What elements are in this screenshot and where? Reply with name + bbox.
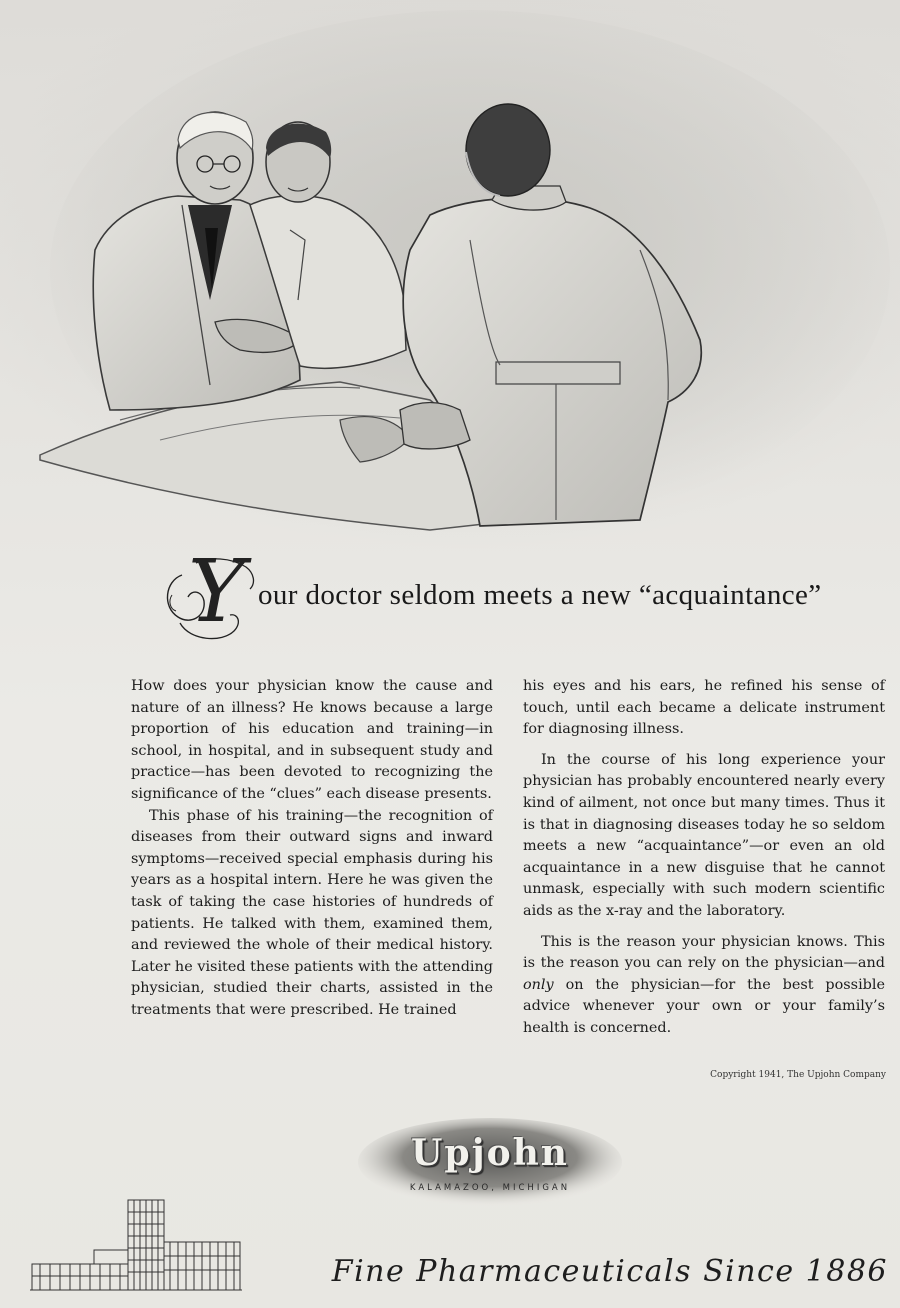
body-column-left (131, 676, 493, 1022)
closing-emphasis: only (523, 976, 554, 993)
body-paragraph: his eyes and his ears, he refined his sense of touch, until each became a delicate instrument for diagnosing illness. (523, 678, 885, 738)
headline-initial: Y (188, 542, 245, 642)
tagline: Fine Pharmaceuticals Since 1886 (331, 1254, 888, 1289)
body-paragraph: In the course of his long experience your physician has probably encountered nearly every kind of ailment, not once but many times. Thus it is that in diagnosing diseases today he so seldom meets a new “acquaintance”—or even an old acquaintance in a new disguise that he cannot unmask, especially with such modern scientific aids as the x-ray and the laboratory. (523, 751, 885, 919)
upjohn-logo (355, 1118, 625, 1210)
closing-text-start: This is the reason your physician knows. This is the reason you can rely on the physician—and (523, 933, 885, 972)
body-paragraph: This phase of his training—the recognition of diseases from their outward signs and inward symptoms—received special emphasis during his years as a hospital intern. Here he was given the task of taking the case histories of hundreds of patients. He talked with them, examined them, and reviewed the whole of their medical history. Later he visited these patients with the attending physician, studied their charts, assisted in the treatments that were prescribed. He trained (131, 807, 493, 1018)
closing-text-end: on the physician—for the best possible advice whenever your own or your family’s health is concerned. (523, 976, 885, 1036)
closing-paragraph (523, 932, 885, 1040)
logo-wordmark: Upjohn (411, 1132, 569, 1174)
building-icon (30, 1196, 242, 1292)
headline (160, 542, 900, 645)
headline-text: our doctor seldom meets a new “acquaintance” (258, 579, 822, 611)
body-paragraph: How does your physician know the cause and nature of an illness? He knows because a large proportion of his education and training—in school, in hospital, and in subsequent study and practice—has been devoted to recognizing the significance of the “clues” each disease presents. (131, 678, 493, 802)
doctors-bedside-illustration (0, 0, 900, 540)
copyright-notice: Copyright 1941, The Upjohn Company (710, 1070, 886, 1080)
body-column-right (523, 676, 885, 1040)
logo-location: KALAMAZOO, MICHIGAN (409, 1183, 571, 1193)
